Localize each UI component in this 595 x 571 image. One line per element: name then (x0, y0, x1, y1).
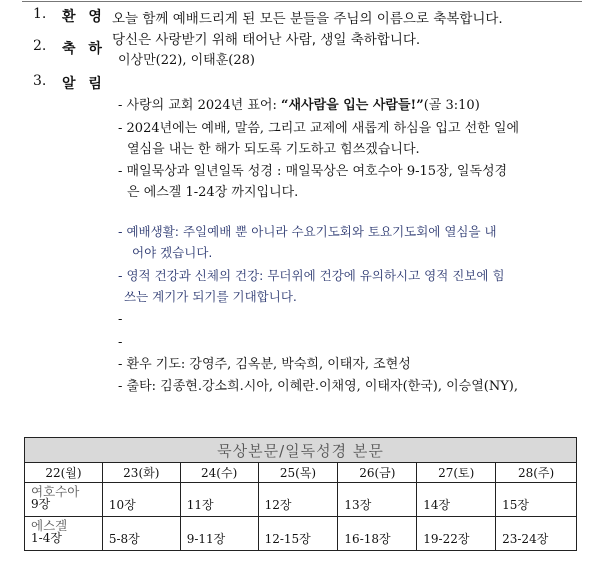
reading-schedule-table (24, 437, 577, 551)
table-cell: 19-22장 (417, 517, 496, 551)
motto-line (118, 94, 480, 113)
table-cell: 11장 (180, 483, 258, 517)
birthday-names: 이상만(22), 이태훈(28) (118, 53, 255, 68)
notice-line: - 2024년에는 예배, 말씀, 그리고 교제에 새롭게 하심을 입고 선한 일에 (118, 121, 520, 136)
table-row (25, 483, 577, 517)
table-cell (25, 517, 103, 551)
table-header-row (25, 463, 577, 483)
day-header: 26(금) (338, 463, 417, 483)
chapter-value: 9장 (31, 497, 51, 511)
table-cell: 10장 (102, 483, 180, 517)
table-cell: 14장 (417, 483, 496, 517)
notice-line: - 영적 건강과 신체의 건강: 무더위에 건강에 유의하시고 영적 진보에 힘 (118, 268, 505, 283)
day-header: 24(수) (180, 463, 258, 483)
table-cell: 12장 (258, 483, 338, 517)
section-heading-congrats: 축 하 (62, 41, 106, 57)
day-header: 28(주) (496, 463, 577, 483)
table-cell: 12-15장 (258, 517, 338, 551)
table-cell (25, 483, 103, 517)
top-rule (22, 1, 582, 2)
day-header: 22(월) (25, 463, 103, 483)
table-cell: 9-11장 (180, 517, 258, 551)
welcome-text: 오늘 함께 예배드리게 된 모든 분들을 주님의 이름으로 축복합니다. (112, 11, 503, 27)
empty-bullet: - (118, 335, 123, 350)
notice-line: 은 에스겔 1-24장 까지입니다. (127, 185, 299, 200)
section-number: 1. (33, 6, 47, 22)
section-heading-welcome: 환 영 (62, 9, 106, 25)
notice-line: 열심을 내는 한 해가 되도록 기도하고 힘쓰겠습니다. (127, 142, 420, 157)
table-row (25, 517, 577, 551)
table-cell: 13장 (338, 483, 417, 517)
motto-prefix: - 사랑의 교회 2024년 표어: (118, 98, 281, 113)
prayer-list: - 환우 기도: 강영주, 김옥분, 박숙희, 이태자, 조현성 (118, 357, 411, 372)
table-cell: 15장 (496, 483, 577, 517)
motto-reference: (골 3:10) (423, 98, 480, 113)
notice-line: - 매일묵상과 일년일독 성경 : 매일묵상은 여호수아 9-15장, 일독성경 (118, 164, 508, 179)
book-name: 여호수아 (31, 484, 80, 499)
motto-quote: “새사람을 입는 사람들!” (280, 98, 424, 113)
travel-list: - 출타: 김종현.강소희.시아, 이혜란.이채영, 이태자(한국), 이승열(NY), (118, 379, 518, 394)
day-header: 27(토) (417, 463, 496, 483)
day-header: 25(목) (258, 463, 338, 483)
chapter-value: 1-4장 (31, 531, 62, 545)
section-heading-notices: 알 림 (62, 76, 106, 92)
section-number: 2. (33, 38, 47, 54)
notice-line: 어야 겠습니다. (132, 245, 213, 260)
birthday-text: 당신은 사랑받기 위해 태어난 사람, 생일 축하합니다. (112, 32, 421, 48)
notice-line: - 예배생활: 주일예배 뿐 아니라 수요기도회와 토요기도회에 열심을 내 (118, 224, 497, 239)
notice-line: 쓰는 계기가 되기를 기대합니다. (124, 289, 297, 304)
table-cell: 16-18장 (338, 517, 417, 551)
section-number: 3. (33, 73, 47, 89)
book-name: 에스겔 (31, 518, 68, 533)
table-cell: 23-24장 (496, 517, 577, 551)
table-cell: 5-8장 (102, 517, 180, 551)
empty-bullet: - (118, 312, 123, 327)
table-title: 묵상본문/일독성경 본문 (25, 438, 577, 463)
day-header: 23(화) (102, 463, 180, 483)
